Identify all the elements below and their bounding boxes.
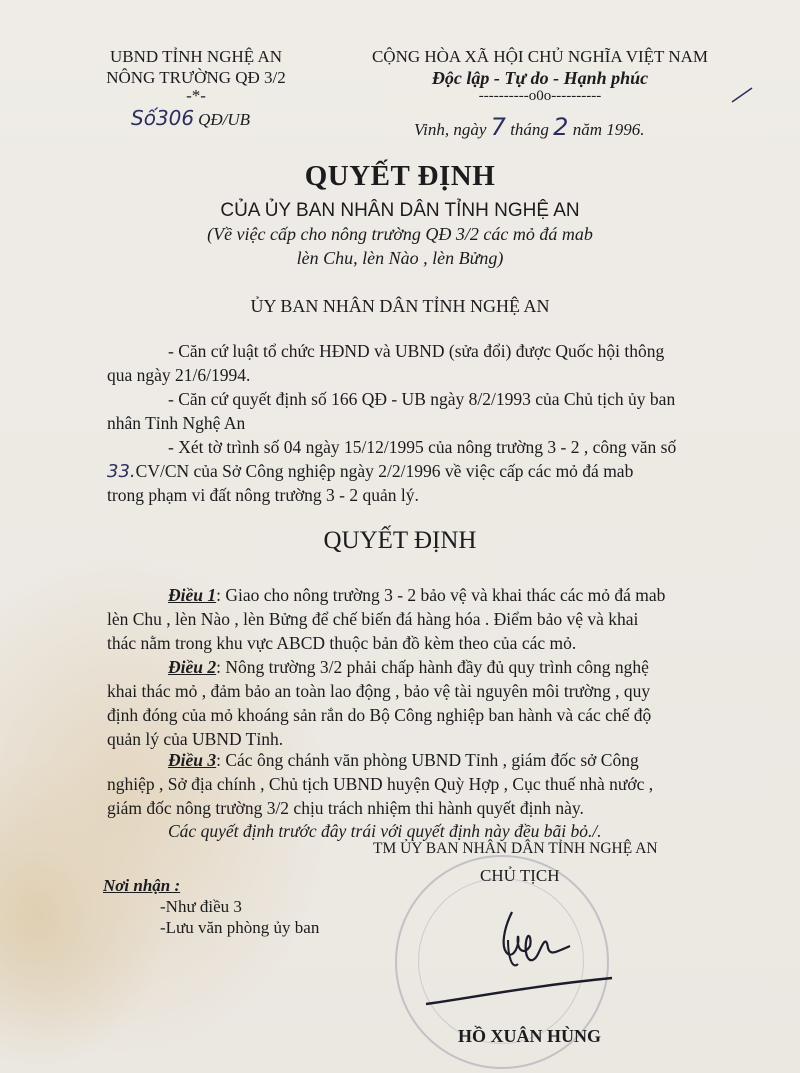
basis-line: nhân Tỉnh Nghệ An <box>107 413 246 433</box>
decision-heading: QUYẾT ĐỊNH <box>323 527 477 554</box>
article-2-line-4: quản lý của UBND Tỉnh. <box>107 729 284 749</box>
basis-line: qua ngày 21/6/1994. <box>107 365 251 385</box>
number-suffix: QĐ/UB <box>198 110 251 129</box>
article-1-text: : Giao cho nông trường 3 - 2 bảo vệ và khai thác các mỏ đá mab <box>216 585 666 605</box>
article-2-text: : Nông trường 3/2 phải chấp hành đầy đủ quy trình công nghệ <box>216 657 649 677</box>
number-prefix: Số <box>131 106 156 130</box>
basis-line: trong phạm vi đất nông trường 3 - 2 quản lý. <box>107 485 419 505</box>
article-1-line-2: lèn Chu , lèn Nào , lèn Bửng để chế biến đá hàng hóa . Điểm bảo vệ và khai <box>107 609 639 629</box>
basis-line: - Căn cứ quyết định số 166 QĐ - UB ngày 8/2/1993 của Chủ tịch ủy ban <box>168 389 676 409</box>
article-2-line-1 <box>168 656 649 680</box>
date-month-label: tháng <box>510 120 549 139</box>
number-handwritten: 306 <box>155 106 195 130</box>
article-1-line-1 <box>168 584 665 608</box>
date-prefix: Vinh, ngày <box>414 120 487 139</box>
margin-pen-stroke <box>728 84 758 106</box>
article-2-label: Điều 2 <box>168 657 217 677</box>
org-mark: -*- <box>186 86 206 105</box>
nation-name: CỘNG HÒA XÃ HỘI CHỦ NGHĨA VIỆT NAM <box>371 47 709 66</box>
article-3-line-1 <box>168 749 639 773</box>
about-line-1: (Về việc cấp cho nông trường QĐ 3/2 các mỏ đá mab <box>207 224 593 244</box>
motto: Độc lập - Tự do - Hạnh phúc <box>431 68 649 88</box>
document-title: QUYẾT ĐỊNH <box>304 160 496 192</box>
document-number <box>131 106 250 130</box>
signer-name: HỒ XUÂN HÙNG <box>458 1026 601 1046</box>
article-2-line-2: khai thác mỏ , đảm bảo an toàn lao động , bảo vệ tài nguyên môi trường , quy <box>107 681 651 701</box>
cv-line-text: CV/CN của Sở Công nghiệp ngày 2/2/1996 về việc cấp các mỏ đá mab <box>135 461 634 481</box>
article-3-line-2: nghiệp , Sở địa chính , Chủ tịch UBND huyện Quỳ Hợp , Cục thuế nhà nước , <box>107 774 654 794</box>
date-line <box>414 113 644 141</box>
article-3-line-3: giám đốc nông trường 3/2 chịu trách nhiệm thi hành quyết định này. <box>107 798 584 818</box>
handwritten-signature <box>400 900 620 1020</box>
about-line-2: lèn Chu, lèn Nào , lèn Bửng) <box>296 248 504 268</box>
date-day-hand: 7 <box>490 113 506 141</box>
org-sub-name: NÔNG TRƯỜNG QĐ 3/2 <box>106 68 286 87</box>
cv-number-hand: 33. <box>107 461 136 482</box>
recipient-item: -Như điều 3 <box>160 897 242 916</box>
document-subtitle: CỦA ỦY BAN NHÂN DÂN TỈNH NGHỆ AN <box>220 200 580 221</box>
date-month-hand: 2 <box>553 113 569 141</box>
recipient-item: -Lưu văn phòng ủy ban <box>160 918 320 937</box>
article-3-label: Điều 3 <box>168 750 217 770</box>
org-name: UBND TỈNH NGHỆ AN <box>109 47 283 66</box>
basis-line: - Căn cứ luật tổ chức HĐND và UBND (sửa đổi) được Quốc hội thông <box>168 341 665 361</box>
date-year: năm 1996. <box>572 120 645 139</box>
motto-rule: ----------o0o---------- <box>478 88 602 104</box>
article-1-line-3: thác nằm trong khu vực ABCD thuộc bản đồ kèm theo của các mỏ. <box>107 633 577 653</box>
basis-line-cv <box>107 460 633 484</box>
article-1-label: Điều 1 <box>168 585 217 605</box>
basis-line: - Xét tờ trình số 04 ngày 15/12/1995 của nông trường 3 - 2 , công văn số <box>168 437 677 457</box>
article-2-line-3: định đóng của mỏ khoáng sản rắn do Bộ Công nghiệp ban hành và các chế độ <box>107 705 652 725</box>
recipients-label: Nơi nhận : <box>103 876 181 895</box>
closing-statement: Các quyết định trước đây trái với quyết định này đều bãi bỏ./. <box>168 821 602 841</box>
article-3-text: : Các ông chánh văn phòng UBND Tỉnh , giám đốc sở Công <box>216 750 639 770</box>
signer-title: CHỦ TỊCH <box>480 866 560 885</box>
on-behalf-line: TM ỦY BAN NHÂN DÂN TỈNH NGHỆ AN <box>373 840 658 857</box>
authority-heading: ỦY BAN NHÂN DÂN TỈNH NGHỆ AN <box>250 296 550 316</box>
